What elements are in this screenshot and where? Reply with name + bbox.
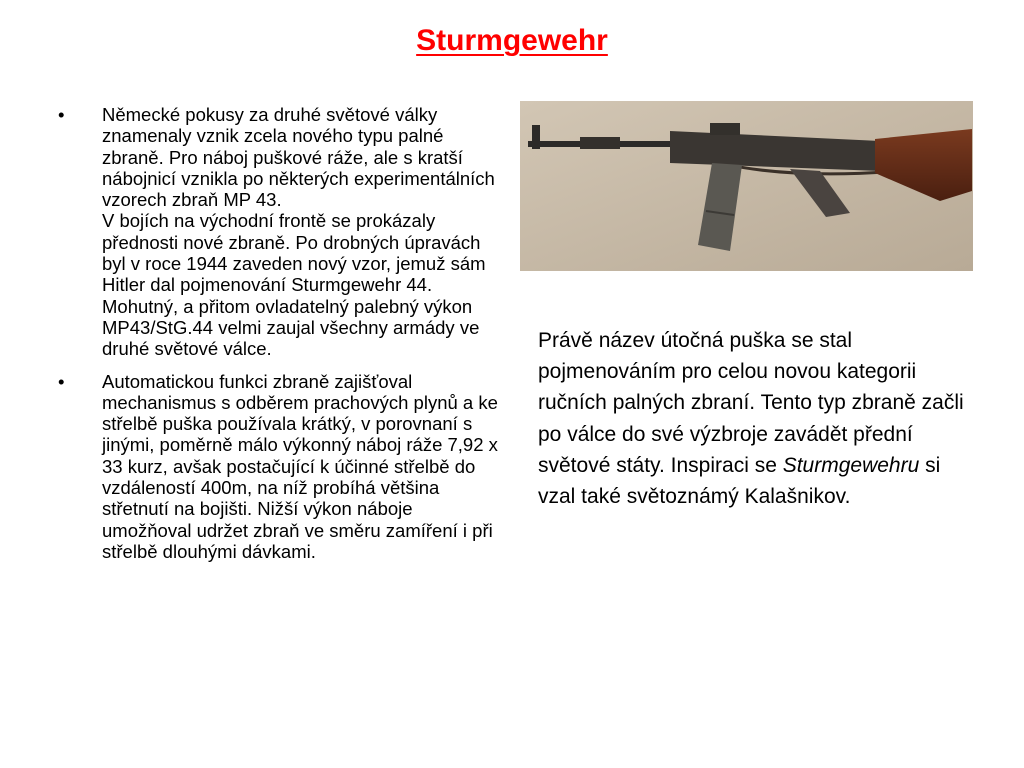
summary-text: Právě název útočná puška se stal pojmenováním pro celou novou kategorii ručních palných zbraní. Tento typ zbraně začli po válce do své výzbroje zavádět přední světové státy. Inspiraci se (538, 329, 964, 477)
bullet-marker: • (58, 104, 65, 125)
bullet-paragraph: Německé pokusy za druhé světové války znamenaly vznik zcela nového typu palné zbraně. Pro náboj puškové ráže, ale s kratší nábojnicí vznikla po některých experimentálních vzorech zbraň MP 43. (102, 104, 495, 211)
slide-title: Sturmgewehr (416, 24, 608, 57)
bullet-paragraph: V bojích na východní frontě se prokázaly přednosti nové zbraně. Po drobných úpravách byl v roce 1944 zaveden nový vzor, jemuž sám Hitler dal pojmenování Sturmgewehr 44. Mohutný, a přitom ovladatelný palebný výkon MP43/StG.44 velmi zaujal všechny armády ve druhé světové válce. (102, 210, 486, 360)
rifle-photo (520, 101, 973, 271)
bullet-item (58, 104, 498, 360)
summary-paragraph (538, 325, 978, 512)
bullet-list (58, 104, 498, 573)
bullet-paragraph: Automatickou funkci zbraně zajišťoval mechanismus s odběrem prachových plynů a ke střelbě puška používala krátký, v porovnaní s jinými, poměrně málo výkonný náboj ráže 7,92 x 33 kurz, avšak postačující k účinné střelbě do vzdáleností 400m, na níž probíhá většina střetnutí na bojišti. Nižší výkon náboje umožňoval udržet zbraň ve směru zamíření i při střelbě dlouhými dávkami. (102, 370, 498, 562)
summary-emphasis: Sturmgewehru (782, 453, 920, 477)
summary-text-end: si vzal také světoznámý Kalašnikov. (538, 453, 941, 509)
bullet-marker: • (58, 370, 65, 392)
rifle-illustration (520, 101, 973, 271)
bullet-item (58, 371, 498, 563)
